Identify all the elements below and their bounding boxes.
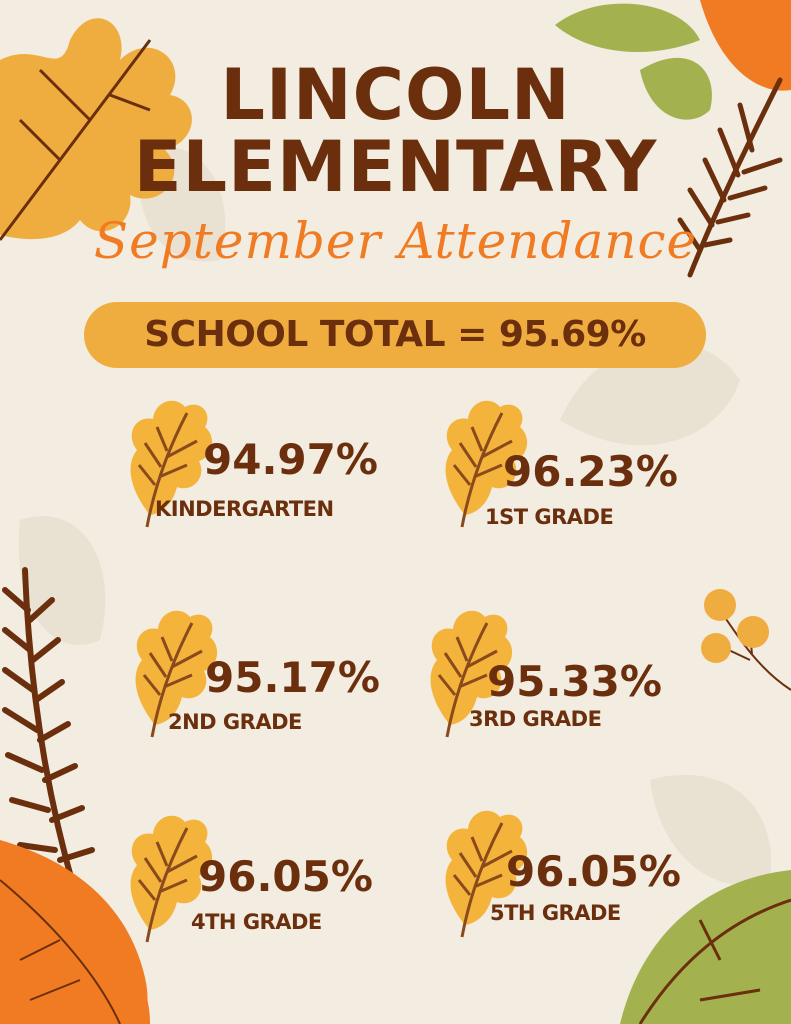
grade-label: 3RD GRADE bbox=[469, 707, 602, 731]
grade-card-kindergarten bbox=[125, 395, 385, 535]
grade-label: KINDERGARTEN bbox=[155, 497, 334, 521]
grade-percent: 96.05% bbox=[506, 847, 681, 896]
grade-label: 2ND GRADE bbox=[168, 710, 302, 734]
grade-card-3rd bbox=[425, 605, 685, 745]
grade-card-1st bbox=[440, 395, 700, 535]
grade-card-2nd bbox=[130, 605, 390, 745]
berry-branch-icon bbox=[701, 589, 791, 690]
grade-percent: 94.97% bbox=[203, 435, 378, 484]
grade-percent: 95.33% bbox=[487, 657, 662, 706]
grade-label: 4TH GRADE bbox=[191, 910, 322, 934]
grade-percent: 96.23% bbox=[503, 447, 678, 496]
grade-percent: 96.05% bbox=[198, 852, 373, 901]
grade-card-5th bbox=[440, 805, 700, 945]
school-total-badge bbox=[84, 302, 706, 368]
subtitle: September Attendance bbox=[93, 212, 698, 270]
school-name-line1: LINCOLN bbox=[220, 54, 571, 136]
grade-percent: 95.17% bbox=[205, 653, 380, 702]
grade-card-4th bbox=[125, 810, 385, 950]
school-name-line2: ELEMENTARY bbox=[133, 126, 658, 208]
grade-label: 1ST GRADE bbox=[485, 505, 614, 529]
grade-label: 5TH GRADE bbox=[490, 901, 621, 925]
school-total-text: SCHOOL TOTAL = 95.69% bbox=[144, 314, 646, 355]
